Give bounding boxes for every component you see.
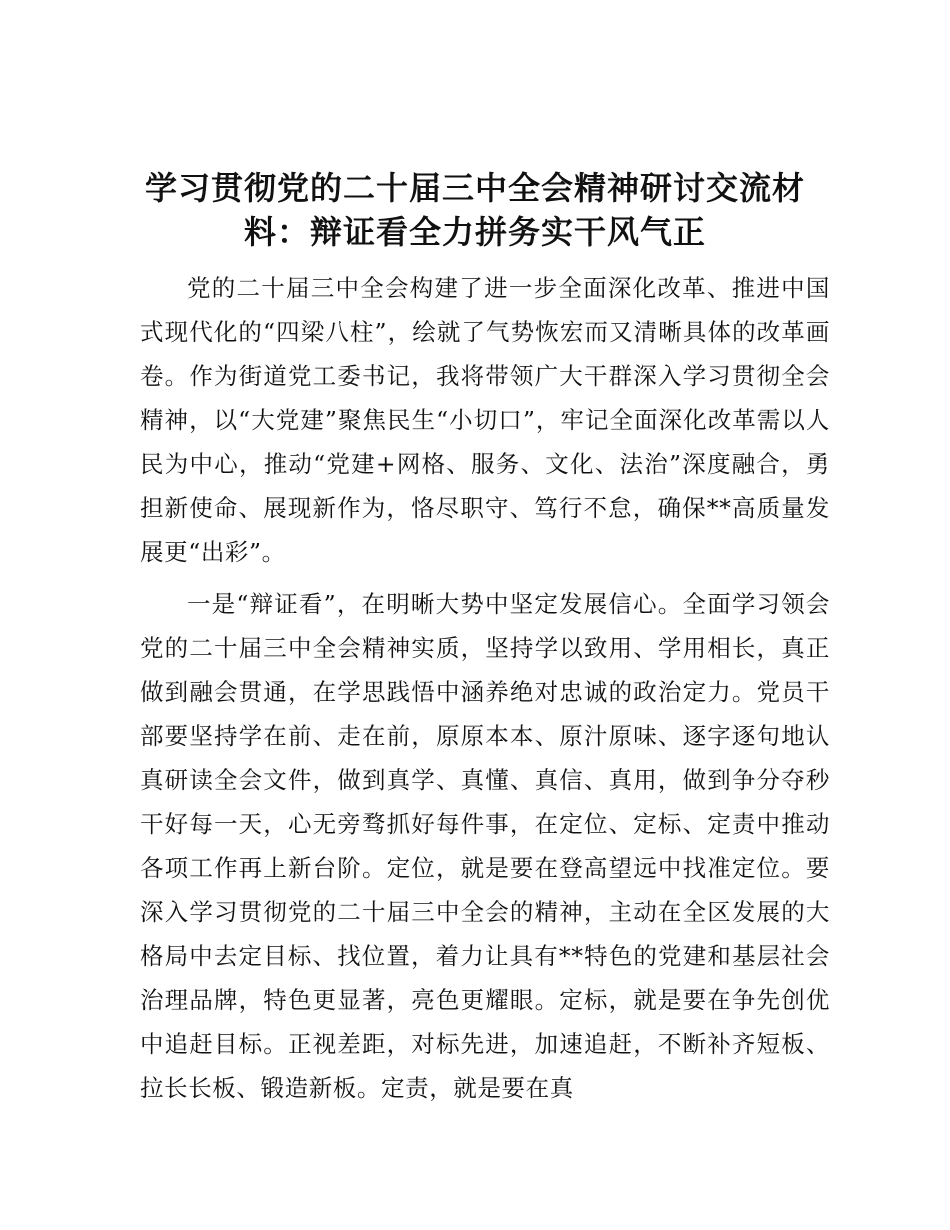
document-title: 学习贯彻党的二十届三中全会精神研讨交流材料：辩证看全力拼务实干风气正 xyxy=(144,169,805,251)
document-body xyxy=(140,266,830,1110)
paragraph-dialectical-view: 一是“辩证看”，在明晰大势中坚定发展信心。全面学习领会党的二十届三中全会精神实质，坚持学以致用、学用相长，真正做到融会贯通，在学思践悟中涵养绝对忠诚的政治定力。党员干部要坚持学在前、走在前，原原本本、原汁原味、逐字逐句地认真研读全会文件，做到真学、真懂、真信、真用，做到争分夺秒干好每一天，心无旁骛抓好每件事，在定位、定标、定责中推动各项工作再上新台阶。定位，就是要在登高望远中找准定位。要深入学习贯彻党的二十届三中全会的精神，主动在全区发展的大格局中去定目标、找位置，着力让具有**特色的党建和基层社会治理品牌，特色更显著，亮色更耀眼。定标，就是要在争先创优中追赶目标。正视差距，对标先进，加速追赶，不断补齐短板、拉长长板、锻造新板。定责，就是要在真 xyxy=(140,590,830,1102)
paragraph-intro: 党的二十届三中全会构建了进一步全面深化改革、推进中国式现代化的“四梁八柱”，绘就了气势恢宏而又清晰具体的改革画卷。作为街道党工委书记，我将带领广大干群深入学习贯彻全会精神，以“大党建”聚焦民生“小切口”，牢记全面深化改革需以人民为中心，推动“党建+网格、服务、文化、法治”深度融合，勇担新使命、展现新作为，恪尽职守、笃行不怠，确保**高质量发展更“出彩”。 xyxy=(140,274,830,566)
